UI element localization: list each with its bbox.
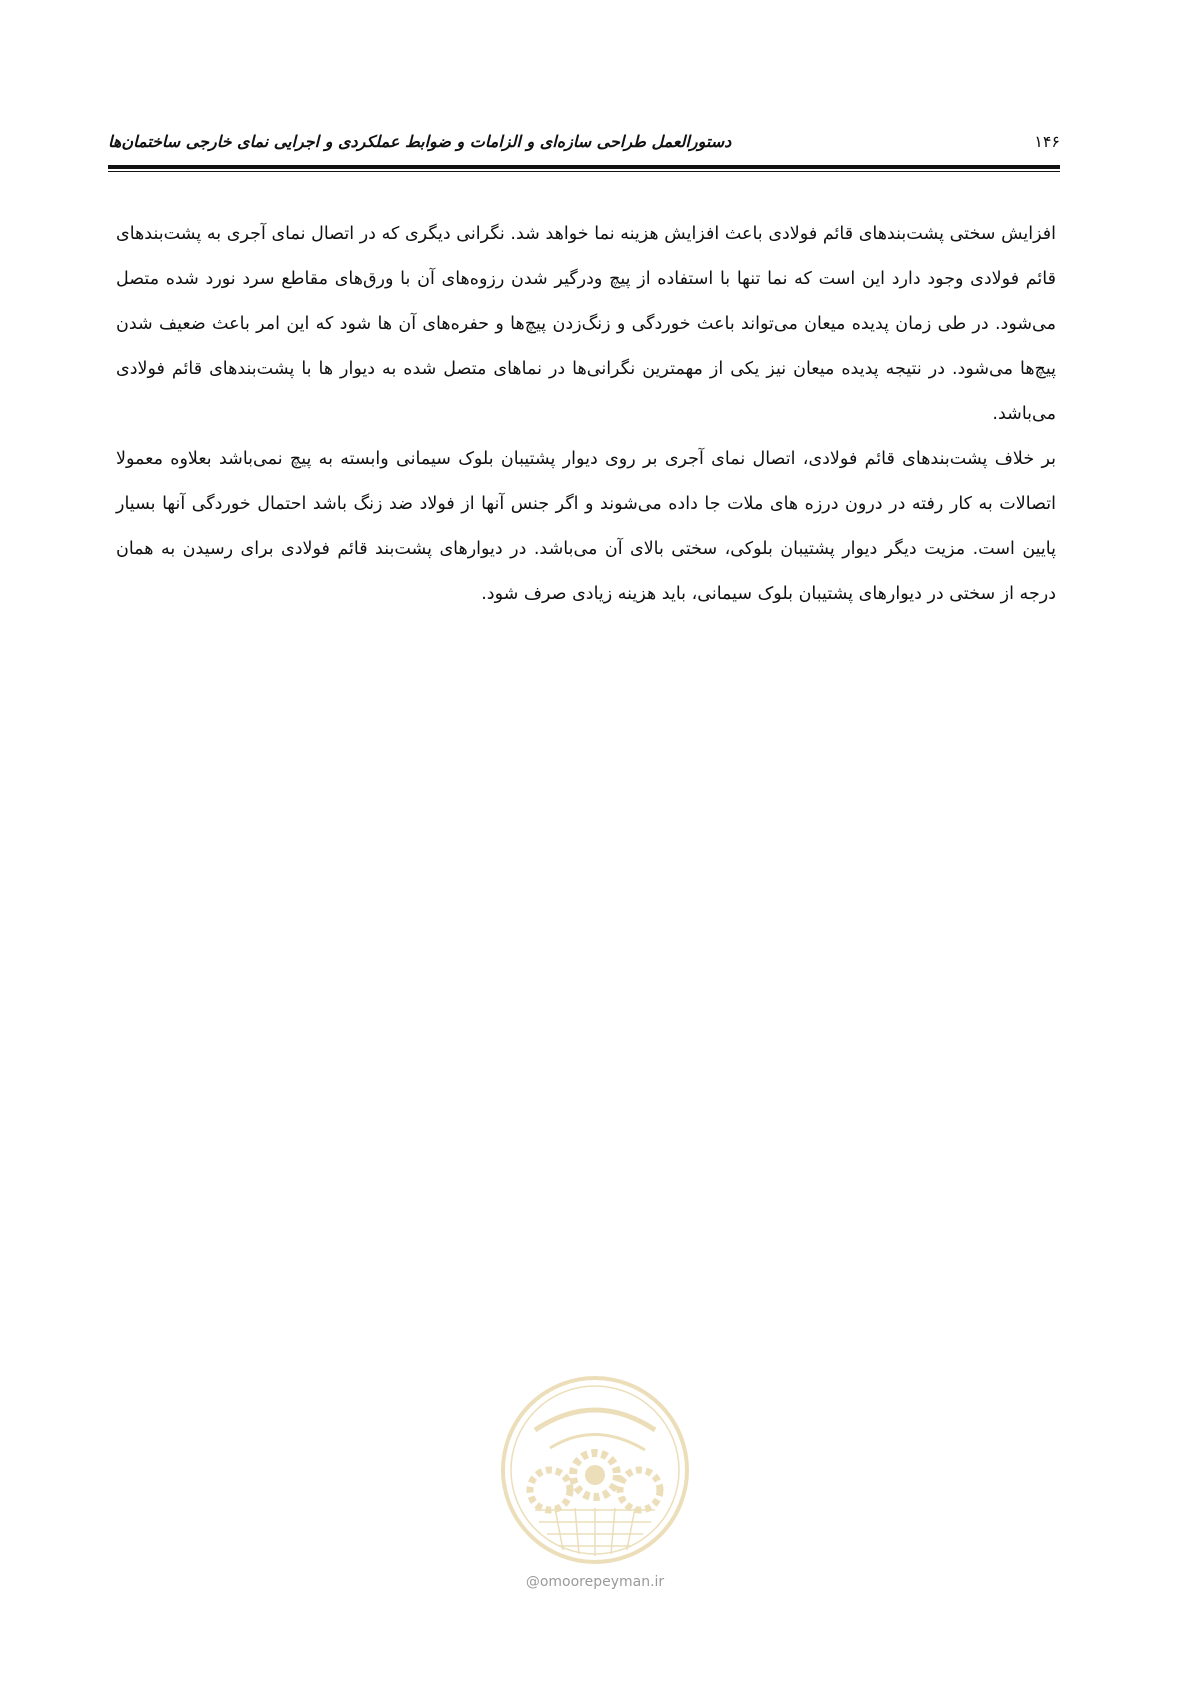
page-header — [108, 120, 1060, 164]
header-rule-thin — [108, 171, 1060, 172]
header-rule-thick — [108, 165, 1060, 169]
watermark-url: @omoorepeyman.ir — [525, 1574, 665, 1590]
body-text — [116, 212, 1056, 617]
running-title: دستورالعمل طراحی سازه‌ای و الزامات و ضوابط عملکردی و اجرایی نمای خارجی ساختمان‌ها — [108, 132, 732, 151]
page-number: ۱۴۶ — [1034, 132, 1060, 151]
paragraph: افزایش سختی پشت‌بندهای قائم فولادی باعث افزایش هزینه نما خواهد شد. نگرانی دیگری که در اتصال نمای آجری به پشت‌بندهای قائم فولادی وجود دارد این است که نما تنها با استفاده از پیچ ودرگیر شدن رزوه‌های آن با ورق‌های مقاطع سرد نورد شده متصل می‌شود. در طی زمان پدیده میعان می‌تواند باعث خوردگی و زنگ‌زدن پیچ‌ها و حفره‌های آن ها شود که این امر باعث ضعیف شدن پیچ‌ها می‌شود. در نتیجه پدیده میعان نیز یکی از مهمترین نگرانی‌ها در نماهای متصل شده به دیوار ها با پشت‌بندهای قائم فولادی می‌باشد. — [116, 224, 1056, 424]
watermark-logo — [495, 1370, 695, 1570]
paragraph: بر خلاف پشت‌بندهای قائم فولادی، اتصال نمای آجری بر روی دیوار پشتیبان بلوک سیمانی وابسته به پیچ نمی‌باشد بعلاوه معمولا اتصالات به کار رفته در درون درزه های ملات جا داده می‌شوند و اگر جنس آنها از فولاد ضد زنگ باشد احتمال خوردگی آنها بسیار پایین است. مزیت دیگر دیوار پشتیبان بلوکی، سختی بالای آن می‌باشد. در دیوارهای پشت‌بند قائم فولادی برای رسیدن به همان درجه از سختی در دیوارهای پشتیبان بلوک سیمانی، باید هزینه زیادی صرف شود. — [116, 449, 1056, 604]
